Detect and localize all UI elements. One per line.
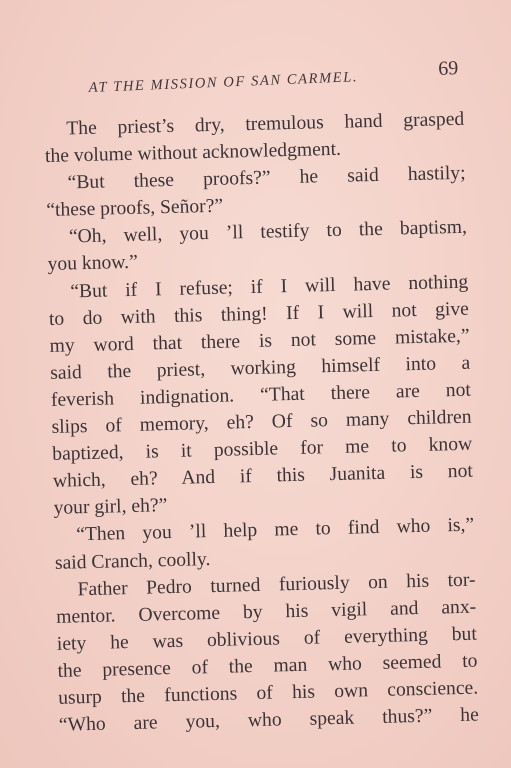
text-line: mentor. Overcome by his vigil and anx- xyxy=(55,596,477,628)
text-line: which, eh? And if this Juanita is not xyxy=(52,460,474,493)
text-line: said the priest, working himself into a xyxy=(50,352,471,384)
text-line: the volume without acknowledgment. xyxy=(44,138,342,168)
text-line: The priest’s dry, tremulous hand grasped xyxy=(66,108,465,140)
text-line: Father Pedro turned furiously on his tor- xyxy=(77,569,476,600)
text-line: “Then you ’ll help me to find who is,” xyxy=(75,515,475,546)
text-line: you know.” xyxy=(47,252,139,276)
text-line: the presence of the man who seemed to xyxy=(57,650,478,682)
text-line: “Oh, well, you ’ll testify to the baptism, xyxy=(68,217,468,248)
running-head xyxy=(88,55,461,104)
text-line: my word that there is not some mistake,” xyxy=(49,325,470,357)
text-line: said Cranch, coolly. xyxy=(54,548,211,574)
text-line: usurp the functions of his own conscience. xyxy=(57,677,479,709)
text-line: to do with this thing! If I will not give xyxy=(48,298,470,330)
text-line: “Who are you, who speak thus?” he xyxy=(58,704,480,736)
text-line: iety he was oblivious of everything but xyxy=(56,623,478,655)
body-text xyxy=(44,106,479,739)
text-line: feverish indignation. “That there are not xyxy=(50,379,472,411)
text-line: “these proofs, Señor?” xyxy=(46,195,224,222)
text-line: slips of memory, eh? Of so many children xyxy=(51,406,472,438)
text-line: “But these proofs?” he said hastily; xyxy=(67,162,466,194)
text-line: your girl, eh?” xyxy=(53,495,168,520)
running-title: AT THE MISSION OF SAN CARMEL. xyxy=(88,69,359,96)
text-line: baptized, is it possible for me to know xyxy=(52,433,473,466)
text-line: “But if I refuse; if I will have nothing xyxy=(70,271,469,302)
page-number: 69 xyxy=(437,57,459,80)
